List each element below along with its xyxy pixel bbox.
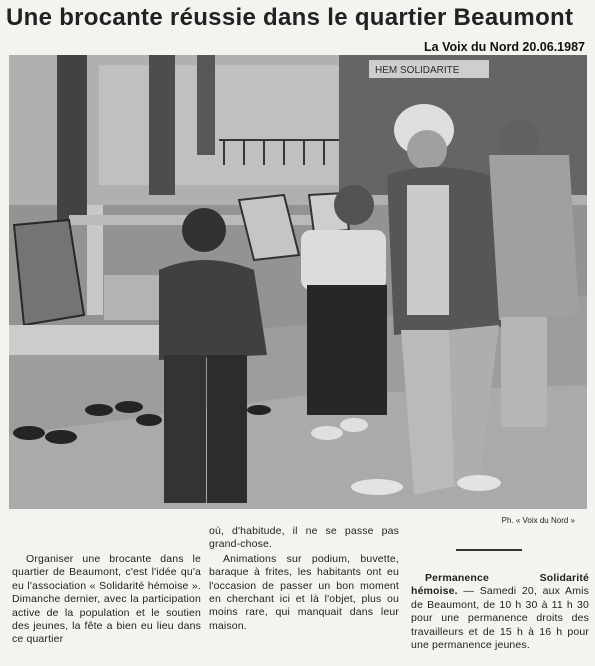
article-paragraph-continued: où, d'habitude, il ne se passe pas grand-chose.	[209, 525, 399, 551]
brief-body: — Samedi 20, aux Amis de Beaumont, de 10 h 30 à 11 h 30 pour une permanence droits des travailleurs et de 15 h à 16 h pour une permanence jeunes.	[411, 585, 589, 652]
article-column-1	[12, 553, 201, 647]
brief-column	[411, 572, 589, 652]
article-paragraph: Animations sur podium, buvette, baraque à frites, les habitants ont eu l'occasion de passer un bon moment en cherchant ici et là l'objet, plus ou moins rare, qui manquait dans leur maison.	[209, 552, 399, 632]
headline: Une brocante réussie dans le quartier Beaumont	[6, 4, 574, 31]
brief-title: Permanence Solidarité hémoise.	[411, 572, 589, 598]
photo	[9, 55, 587, 509]
bleed-through-text	[452, 528, 572, 542]
banner-sign: HEM SOLIDARITE	[375, 65, 460, 76]
source-line: La Voix du Nord 20.06.1987	[424, 40, 585, 54]
brief-paragraph	[411, 572, 589, 652]
photo-credit: Ph. « Voix du Nord »	[501, 516, 575, 525]
article-column-2	[209, 525, 399, 633]
photo-illustration	[9, 55, 587, 509]
section-divider	[456, 549, 522, 551]
article-paragraph: Organiser une brocante dans le quartier de Beaumont, c'est l'idée qu'a eu l'association « Solidarité hémoise ». Dimanche dernier, avec la participation active de la population et le soutien des jeunes, la fête a bien eu lieu dans ce quartier	[12, 553, 201, 646]
